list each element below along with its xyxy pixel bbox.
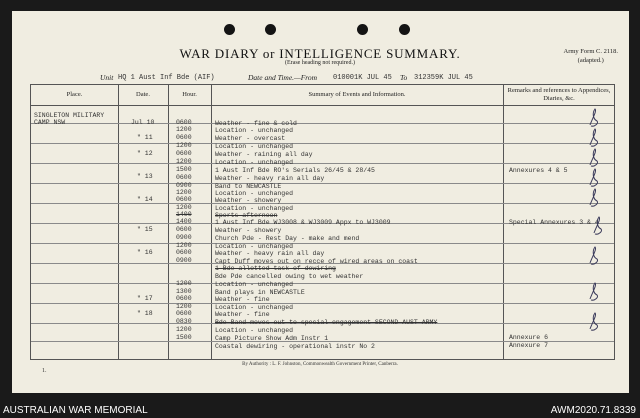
place-line-1: SINGLETON MILITARY [34, 112, 105, 119]
col-summary: Summary of Events and Information. [308, 91, 406, 98]
entry-text: Location - unchanged [215, 143, 294, 150]
date-cell: " 12 [137, 150, 153, 157]
entry-hour: 0600 [176, 134, 192, 141]
entry-hour: 1400 [176, 218, 192, 225]
signature-initials [587, 311, 601, 333]
entry-hour: 1200 [176, 280, 192, 287]
entry-text: Weather - showery [215, 197, 282, 204]
date-cell: " 17 [137, 295, 153, 302]
entry-text: Weather - overcast [215, 135, 286, 142]
remark-annexure-6: Annexure 6 [509, 334, 549, 341]
entry-text: Band plays in NEWCASTLE [215, 289, 305, 296]
entry-hour: 1200 [176, 242, 192, 249]
entry-hour: 1200 [176, 142, 192, 149]
date-cell: " 11 [137, 134, 153, 141]
entry-text: Location - unchanged [215, 304, 294, 311]
entry-text: Location - unchanged [215, 127, 294, 134]
unit-label: Unit [100, 73, 114, 82]
date-cell: " 13 [137, 173, 153, 180]
entry-text: 1 Aust Inf Bde RO's Serials 26/45 & 28/45 [215, 167, 375, 174]
punch-hole [265, 24, 276, 35]
remark-annexures: Annexures 4 & 5 [509, 167, 568, 174]
signature-initials [587, 107, 601, 129]
entry-text: Weather - fine [215, 296, 270, 303]
entry-hour: 1200 [176, 326, 192, 333]
entry-hour: 0600 [176, 226, 192, 233]
entry-text: Capt Duff moves out on recce of wired areas on coast [215, 258, 418, 265]
entry-text: Church Pde - Rest Day - make and mend [215, 235, 360, 242]
entry-text: Bde Band moves out to special engagement SECOND AUST ARMY [215, 319, 438, 326]
printer-authority: By Authority : L. F. Johnston, Commonwealth Government Printer, Canberra. [242, 362, 398, 367]
entry-hour: 0600 [176, 249, 192, 256]
col-place: Place. [66, 91, 83, 98]
form-ref-adapted: (adapted.) [577, 57, 604, 64]
entry-hour: 1300 [176, 288, 192, 295]
entry-text: Location - unchanged [215, 243, 294, 250]
entry-hour: 0600 [176, 196, 192, 203]
entry-text: Location - unchanged [215, 205, 294, 212]
entry-text: Location - unchanged [215, 327, 294, 334]
col-hour: Hour. [182, 91, 197, 98]
entry-hour: 0900 [176, 234, 192, 241]
col-date: Date. [136, 91, 150, 98]
date-cell: " 16 [137, 249, 153, 256]
form-reference [564, 47, 618, 65]
signature-initials [587, 167, 601, 189]
archive-caption-left: AUSTRALIAN WAR MEMORIAL [3, 405, 148, 416]
col-remarks: Remarks and references to Appendices, Diaries, &c. [507, 87, 611, 102]
entry-text: Location - unchanged [215, 159, 294, 166]
entry-hour: 0600 [176, 150, 192, 157]
entry-hour: 1500 [176, 166, 192, 173]
entry-hour: 0900 [176, 257, 192, 264]
diary-table [30, 84, 615, 360]
entry-hour: 1500 [176, 334, 192, 341]
signature-initials [587, 187, 601, 209]
punch-hole [357, 24, 368, 35]
to-label: To [400, 73, 408, 82]
entry-text: 1 Bde allotted task of dewiring [215, 265, 336, 272]
entry-text: Coastal dewiring - operational instr No 2 [215, 343, 375, 350]
entry-text: Bde Pde cancelled owing to wet weather [215, 273, 364, 280]
entry-hour: 0600 [176, 295, 192, 302]
entry-text: Camp Picture Show Adm Instr 1 [215, 335, 329, 342]
entry-text: Location - unchanged [215, 190, 294, 197]
date-cell: " 14 [137, 196, 153, 203]
remark-special-annexures: Special Annexures 3 & 4 [509, 219, 599, 226]
entry-hour: 0830 [176, 318, 192, 325]
entry-text: Weather - showery [215, 227, 282, 234]
entry-text: Weather - heavy rain all day [215, 175, 325, 182]
page-subtitle: (Erase heading not required.) [285, 60, 355, 66]
archive-caption-right: AWM2020.71.8339 [550, 405, 636, 416]
signature-initials [587, 245, 601, 267]
page-mark: 1. [42, 368, 47, 374]
entry-hour: 1400 [176, 211, 192, 218]
entry-text: Sports afternoon [215, 212, 278, 219]
entry-hour: 1200 [176, 204, 192, 211]
form-ref-number: Army Form C. 2118. [563, 48, 618, 55]
punch-hole [224, 24, 235, 35]
date-cell: " 18 [137, 310, 153, 317]
date-time-label: Date and Time.—From [248, 73, 318, 82]
entry-hour: 1200 [176, 303, 192, 310]
entry-hour: 1200 [176, 158, 192, 165]
entry-text: Weather - fine & cold [215, 120, 297, 127]
entry-text: Weather - raining all day [215, 151, 313, 158]
entry-text: 1 Aust Inf Bde WJ3008 & WJ3009 Appx to WJ3009 [215, 219, 391, 226]
entry-text: Location - unchanged [215, 281, 294, 288]
from-value: 010001K JUL 45 [333, 74, 392, 82]
signature-initials [587, 127, 601, 149]
entry-text: Weather - fine [215, 311, 270, 318]
page-title: WAR DIARY or INTELLIGENCE SUMMARY. [179, 46, 461, 61]
entry-hour: 0600 [176, 310, 192, 317]
to-value: 312359K JUL 45 [414, 74, 473, 82]
entry-hour: 0600 [176, 119, 192, 126]
entry-hour: 1200 [176, 126, 192, 133]
date-cell: " 15 [137, 226, 153, 233]
entry-hour: 0900 [176, 182, 192, 189]
signature-initials [591, 215, 605, 237]
punch-hole [399, 24, 410, 35]
entry-hour: 1200 [176, 189, 192, 196]
remark-annexure-7: Annexure 7 [509, 342, 549, 349]
entry-text: Weather - heavy rain all day [215, 250, 325, 257]
signature-initials [587, 281, 601, 303]
place-line-2: CAMP NSW [34, 119, 66, 126]
entry-text: Band to NEWCASTLE [215, 183, 282, 190]
date-cell: Jul 10 [131, 119, 155, 126]
entry-hour: 0600 [176, 174, 192, 181]
signature-initials [587, 147, 601, 169]
unit-value: HQ 1 Aust Inf Bde (AIF) [118, 74, 215, 82]
